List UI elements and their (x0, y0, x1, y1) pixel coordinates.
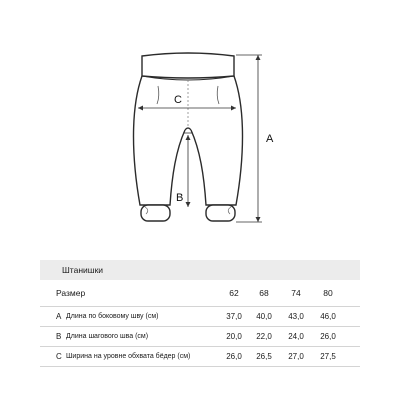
size-header-62: 62 (229, 288, 239, 298)
table-row (40, 347, 360, 367)
table-title: Штанишки (40, 260, 360, 280)
dim-label-c: C (174, 94, 182, 106)
crotch-seam (185, 128, 191, 130)
table-row (40, 327, 360, 347)
row-value: 26,0 (226, 352, 242, 361)
row-code: A (56, 312, 62, 321)
size-header-80: 80 (323, 288, 333, 298)
row-code: B (56, 332, 62, 341)
size-table (40, 260, 360, 367)
row-value: 24,0 (288, 332, 304, 341)
row-value: 20,0 (226, 332, 242, 341)
dim-label-b: B (176, 192, 184, 204)
row-value: 26,5 (256, 352, 272, 361)
row-name: Ширина на уровне обхвата бёдер (см) (66, 353, 191, 360)
row-value: 22,0 (256, 332, 272, 341)
table-row (40, 307, 360, 327)
row-value: 37,0 (226, 312, 242, 321)
waistband (142, 53, 234, 78)
right-leg-outline (191, 76, 243, 205)
row-value: 27,5 (320, 352, 336, 361)
row-value: 46,0 (320, 312, 336, 321)
row-value: 43,0 (288, 312, 304, 321)
table-header-row (40, 280, 360, 307)
row-value: 26,0 (320, 332, 336, 341)
row-name: Длина по боковому шву (см) (66, 313, 159, 320)
row-value: 27,0 (288, 352, 304, 361)
row-code: C (56, 352, 62, 361)
size-header-68: 68 (259, 288, 269, 298)
dim-label-a: A (266, 133, 274, 145)
size-header-74: 74 (291, 288, 301, 298)
row-name: Длина шагового шва (см) (66, 333, 149, 340)
row-value: 40,0 (256, 312, 272, 321)
size-header-label: Размер (56, 288, 86, 298)
